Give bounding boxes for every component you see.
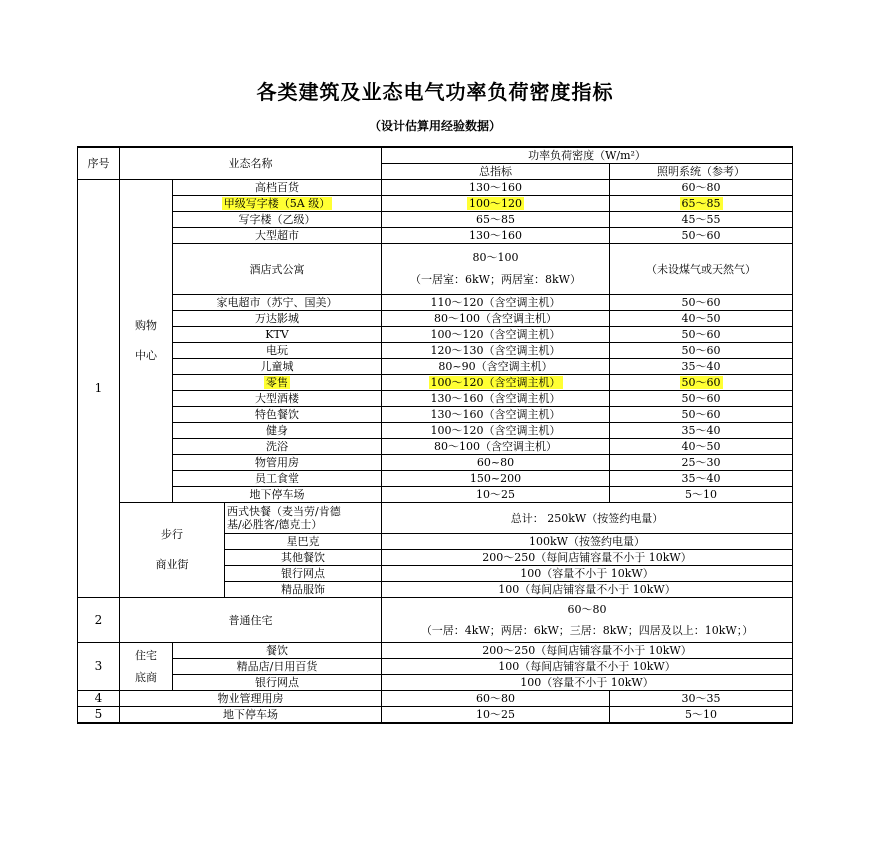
table-row — [78, 244, 793, 295]
row-total: 100～120（含空调主机） — [382, 327, 610, 343]
row-lighting: 60～80 — [610, 180, 793, 196]
row-name-highlighted — [173, 196, 382, 212]
street-label-a: 步行 — [161, 528, 183, 541]
section2-name: 普通住宅 — [120, 598, 382, 643]
row-name-line-a: 西式快餐（麦当劳/肯德 — [227, 505, 341, 518]
row-name-line-b: 基/必胜客/德克士） — [227, 518, 323, 531]
section3-seq: 3 — [78, 643, 120, 691]
row-total: 10～25 — [382, 487, 610, 503]
row-name: 精品店/日用百货 — [173, 659, 382, 675]
header-seq: 序号 — [78, 147, 120, 180]
page-subtitle: （设计估算用经验数据） — [368, 119, 501, 133]
row-lighting: 5～10 — [610, 487, 793, 503]
row-name: 高档百货 — [173, 180, 382, 196]
table-row — [78, 343, 793, 359]
row-total-highlighted — [382, 375, 610, 391]
row-lighting: 45～55 — [610, 212, 793, 228]
header-density: 功率负荷密度（W/m²） — [382, 147, 793, 164]
row-lighting: 50～60 — [610, 391, 793, 407]
row-total-main: 80～100 — [472, 251, 519, 264]
row-name: 员工食堂 — [173, 471, 382, 487]
row-value: 100（容量不小于 10kW） — [382, 675, 793, 691]
row-total: 130～160 — [382, 180, 610, 196]
row-name: 其他餐饮 — [225, 550, 382, 566]
row-lighting: （未设煤气或天然气） — [610, 244, 793, 295]
row-name: 银行网点 — [173, 675, 382, 691]
section4-seq: 4 — [78, 691, 120, 707]
row-name: 特色餐饮 — [173, 407, 382, 423]
row-name: 大型超市 — [173, 228, 382, 244]
section2-note: （一居：4kW；两居：6kW；三居：8kW；四居及以上：10kW；） — [420, 624, 754, 637]
table-row — [78, 691, 793, 707]
row-value: 总计： 250kW（按签约电量） — [382, 503, 793, 534]
row-value: 100（容量不小于 10kW） — [382, 566, 793, 582]
section4-lighting: 30～35 — [610, 691, 793, 707]
row-total-highlighted — [382, 196, 610, 212]
section3-group — [120, 643, 173, 691]
row-lighting: 50～60 — [610, 343, 793, 359]
row-total: 150~200 — [382, 471, 610, 487]
table-row — [78, 295, 793, 311]
row-total: 100～120（含空调主机） — [382, 423, 610, 439]
row-name: 大型酒楼 — [173, 391, 382, 407]
table-row — [78, 675, 793, 691]
row-name-two-line — [225, 503, 382, 534]
highlight-lighting: 65～85 — [681, 197, 721, 210]
street-group — [120, 503, 225, 598]
table-row — [78, 455, 793, 471]
row-lighting: 35～40 — [610, 471, 793, 487]
header-name: 业态名称 — [120, 147, 382, 180]
row-value: 200～250（每间店铺容量不小于 10kW） — [382, 643, 793, 659]
header-row — [78, 147, 793, 164]
table-row — [78, 391, 793, 407]
section5-lighting: 5～10 — [610, 707, 793, 724]
highlight-total: 100～120 — [469, 197, 522, 210]
row-total: 110～120（含空调主机） — [382, 295, 610, 311]
table-row — [78, 375, 793, 391]
row-name: KTV — [173, 327, 382, 343]
row-lighting-highlighted — [610, 196, 793, 212]
table-row — [78, 423, 793, 439]
row-name: 星巴克 — [225, 534, 382, 550]
section5-total: 10～25 — [382, 707, 610, 724]
row-name: 酒店式公寓 — [173, 244, 382, 295]
row-total: 130～160（含空调主机） — [382, 407, 610, 423]
section2-value: 60～80 — [567, 603, 607, 616]
row-name: 地下停车场 — [173, 487, 382, 503]
row-name: 餐饮 — [173, 643, 382, 659]
row-value: 100kW（按签约电量） — [382, 534, 793, 550]
table-row — [78, 439, 793, 455]
row-name: 写字楼（乙级） — [173, 212, 382, 228]
row-lighting: 40～50 — [610, 311, 793, 327]
row-total: 130～160（含空调主机） — [382, 391, 610, 407]
section1-group-label-a: 购物 — [135, 319, 157, 332]
row-total: 80~90（含空调主机） — [382, 359, 610, 375]
row-lighting: 50～60 — [610, 228, 793, 244]
row-value: 100（每间店铺容量不小于 10kW） — [382, 659, 793, 675]
row-name: 银行网点 — [225, 566, 382, 582]
section1-group-label-b: 中心 — [135, 349, 157, 362]
row-name: 家电超市（苏宁、国美） — [173, 295, 382, 311]
highlight-lighting: 50～60 — [681, 376, 721, 389]
section5-name: 地下停车场 — [120, 707, 382, 724]
row-name: 精品服饰 — [225, 582, 382, 598]
table-row — [78, 212, 793, 228]
section3-label-b: 底商 — [135, 670, 157, 684]
row-lighting: 35～40 — [610, 423, 793, 439]
row-name: 电玩 — [173, 343, 382, 359]
page-title: 各类建筑及业态电气功率负荷密度指标 — [256, 80, 614, 104]
row-value: 200～250（每间店铺容量不小于 10kW） — [382, 550, 793, 566]
row-name: 健身 — [173, 423, 382, 439]
row-total: 80～100（含空调主机） — [382, 311, 610, 327]
highlight-total: 100～120（含空调主机） — [430, 376, 561, 389]
row-lighting: 50～60 — [610, 295, 793, 311]
section4-total: 60～80 — [382, 691, 610, 707]
row-lighting: 35～40 — [610, 359, 793, 375]
table-row — [78, 180, 793, 196]
table-row — [78, 407, 793, 423]
section3-label-a: 住宅 — [135, 648, 157, 662]
row-total: 65～85 — [382, 212, 610, 228]
spacer — [382, 616, 792, 624]
section1-seq: 1 — [78, 180, 120, 598]
load-density-table — [77, 146, 793, 724]
header-lighting: 照明系统（参考） — [610, 164, 793, 180]
row-lighting: 50～60 — [610, 407, 793, 423]
table-row — [78, 471, 793, 487]
row-name: 万达影城 — [173, 311, 382, 327]
table-row — [78, 359, 793, 375]
table-row — [78, 643, 793, 659]
table-row — [78, 707, 793, 724]
table-row — [78, 311, 793, 327]
row-value: 100（每间店铺容量不小于 10kW） — [382, 582, 793, 598]
table-row — [78, 327, 793, 343]
street-label-b: 商业街 — [155, 558, 189, 571]
row-lighting: 50～60 — [610, 327, 793, 343]
section2-value-cell — [382, 598, 793, 643]
row-lighting-highlighted — [610, 375, 793, 391]
row-name-highlighted — [173, 375, 382, 391]
row-total-two-line — [382, 244, 610, 295]
row-name: 儿童城 — [173, 359, 382, 375]
header-total: 总指标 — [382, 164, 610, 180]
row-total: 120～130（含空调主机） — [382, 343, 610, 359]
section4-name: 物业管理用房 — [120, 691, 382, 707]
section5-seq: 5 — [78, 707, 120, 724]
table-row — [78, 228, 793, 244]
row-total-note: （一居室：6kW；两居室：8kW） — [410, 273, 581, 286]
highlight-name: 零售 — [266, 376, 288, 389]
section2-seq: 2 — [78, 598, 120, 643]
table-row — [78, 503, 793, 534]
row-lighting: 25～30 — [610, 455, 793, 471]
row-name: 物管用房 — [173, 455, 382, 471]
highlight-name: 甲级写字楼（5A 级） — [223, 197, 331, 210]
table-row — [78, 659, 793, 675]
row-total: 60~80 — [382, 455, 610, 471]
row-total: 80～100（含空调主机） — [382, 439, 610, 455]
table-row — [78, 196, 793, 212]
row-lighting: 40～50 — [610, 439, 793, 455]
row-name: 洗浴 — [173, 439, 382, 455]
section1-group — [120, 180, 173, 503]
table-row — [78, 598, 793, 643]
row-total: 130～160 — [382, 228, 610, 244]
table-row — [78, 487, 793, 503]
